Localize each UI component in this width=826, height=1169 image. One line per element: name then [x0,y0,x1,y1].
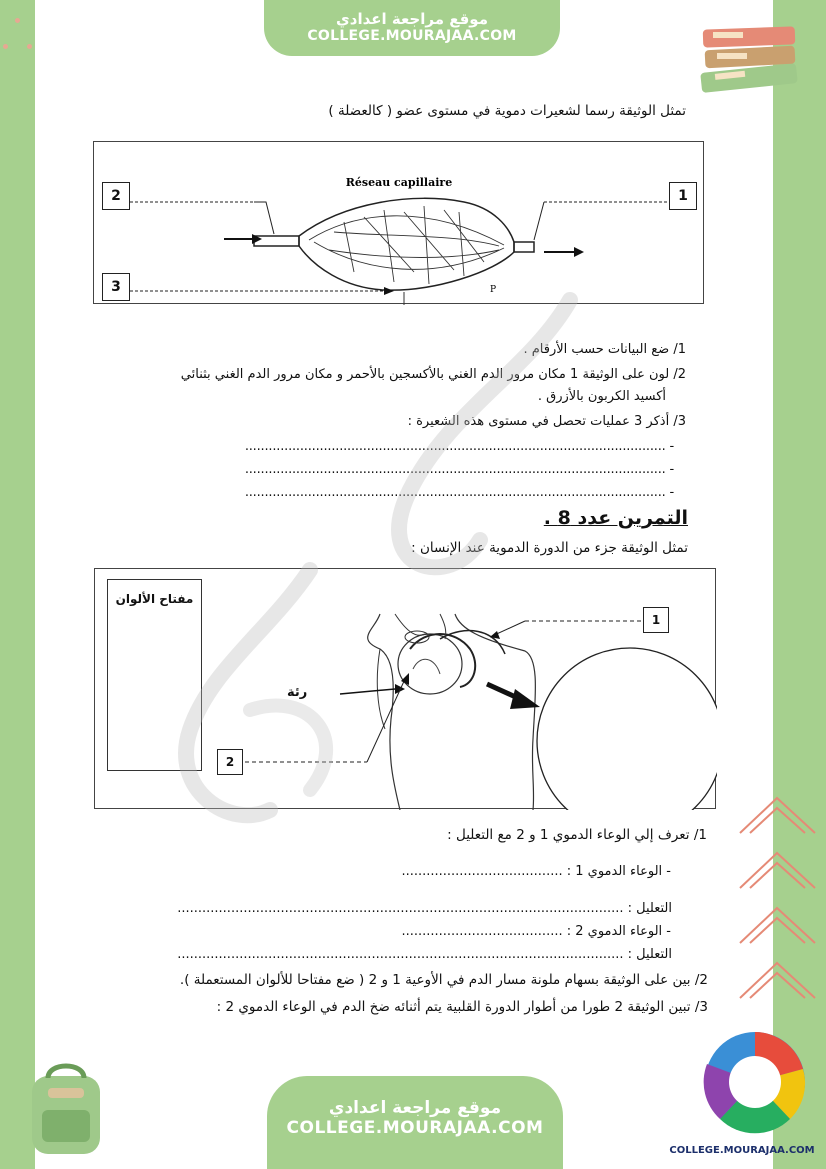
figure-label-1: 1 [669,182,697,210]
exercise8-title: التمرين عدد 8 . [543,507,688,529]
legend-title: مفتاح الألوان [115,592,194,606]
capillary-network-diagram [94,142,705,305]
capillary-figure [93,141,704,304]
answer-line[interactable]: - ........................................................................................................... [244,485,674,500]
chevron-decoration [735,793,820,1023]
logo-url: COLLEGE.MOURAJAA.COM [669,1145,815,1156]
books-icon [693,12,805,94]
figure-label-1: 1 [643,607,669,633]
exercise8-question-3: 3/ تبين الوثيقة 2 طورا من أطوار الدورة القلبية يتم أثنائه ضخ الدم في الوعاء الدموي 2 : [216,999,708,1015]
exercise7-intro: تمثل الوثيقة رسما لشعيرات دموية في مستوى عضو ( كالعضلة ) [328,103,686,119]
backpack-icon [18,1058,114,1158]
exercise8-question-2: 2/ بين على الوثيقة بسهام ملونة مسار الدم في الأوعية 1 و 2 ( ضع مفتاحا للألوان المستعملة ). [179,972,708,988]
vessel-2-answer[interactable]: - الوعاء الدموي 2 : ....................................... [401,924,671,939]
answer-line[interactable]: - ........................................................................................................... [244,439,674,454]
exercise8-question-1: 1/ تعرف إلي الوعاء الدموي 1 و 2 مع التعليل : [447,827,707,843]
figure-caption: Réseau capillaire [345,176,453,189]
human-circulation-diagram [95,569,717,810]
lung-label: رئة [287,685,308,700]
figure-label-2: 2 [217,749,243,775]
justify-1-answer[interactable]: التعليل : ............................................................................................................ [177,901,672,916]
header-site-url[interactable]: COLLEGE.MOURAJAA.COM [307,28,517,44]
figure-label-3: 3 [102,273,130,301]
justify-2-answer[interactable]: التعليل : ............................................................................................................ [177,947,672,962]
logo-wheel-icon [695,1024,815,1144]
footer-site-url[interactable]: COLLEGE.MOURAJAA.COM [286,1118,544,1138]
circulation-figure [94,568,716,809]
vessel-1-answer[interactable]: - الوعاء الدموي 1 : ....................................... [401,864,671,879]
header-banner [264,0,560,56]
figure-label-2: 2 [102,182,130,210]
exercise7-question-3: 3/ أذكر 3 عمليات تحصل في مستوى هذه الشعيرة : [407,414,686,429]
footer-site-name: موقع مراجعة اعدادي [328,1098,502,1118]
exercise7-question-1: 1/ ضع البيانات حسب الأرقام . [523,342,686,357]
footer-banner [267,1076,563,1169]
exercise7-question-2-line1: 2/ لون على الوثيقة 1 مكان مرور الدم الغني بالأكسجين بالأحمر و مكان مرور الدم الغني بثنائي [180,367,686,382]
answer-line[interactable]: - ........................................................................................................... [244,462,674,477]
header-site-name: موقع مراجعة اعدادي [336,10,488,28]
exercise7-question-2-line2: أكسيد الكربون بالأزرق . [537,389,666,404]
figure-label-p: P [490,285,497,295]
exercise8-intro: تمثل الوثيقة جزء من الدورة الدموية عند الإنسان : [411,540,688,556]
site-logo[interactable] [669,1024,815,1164]
